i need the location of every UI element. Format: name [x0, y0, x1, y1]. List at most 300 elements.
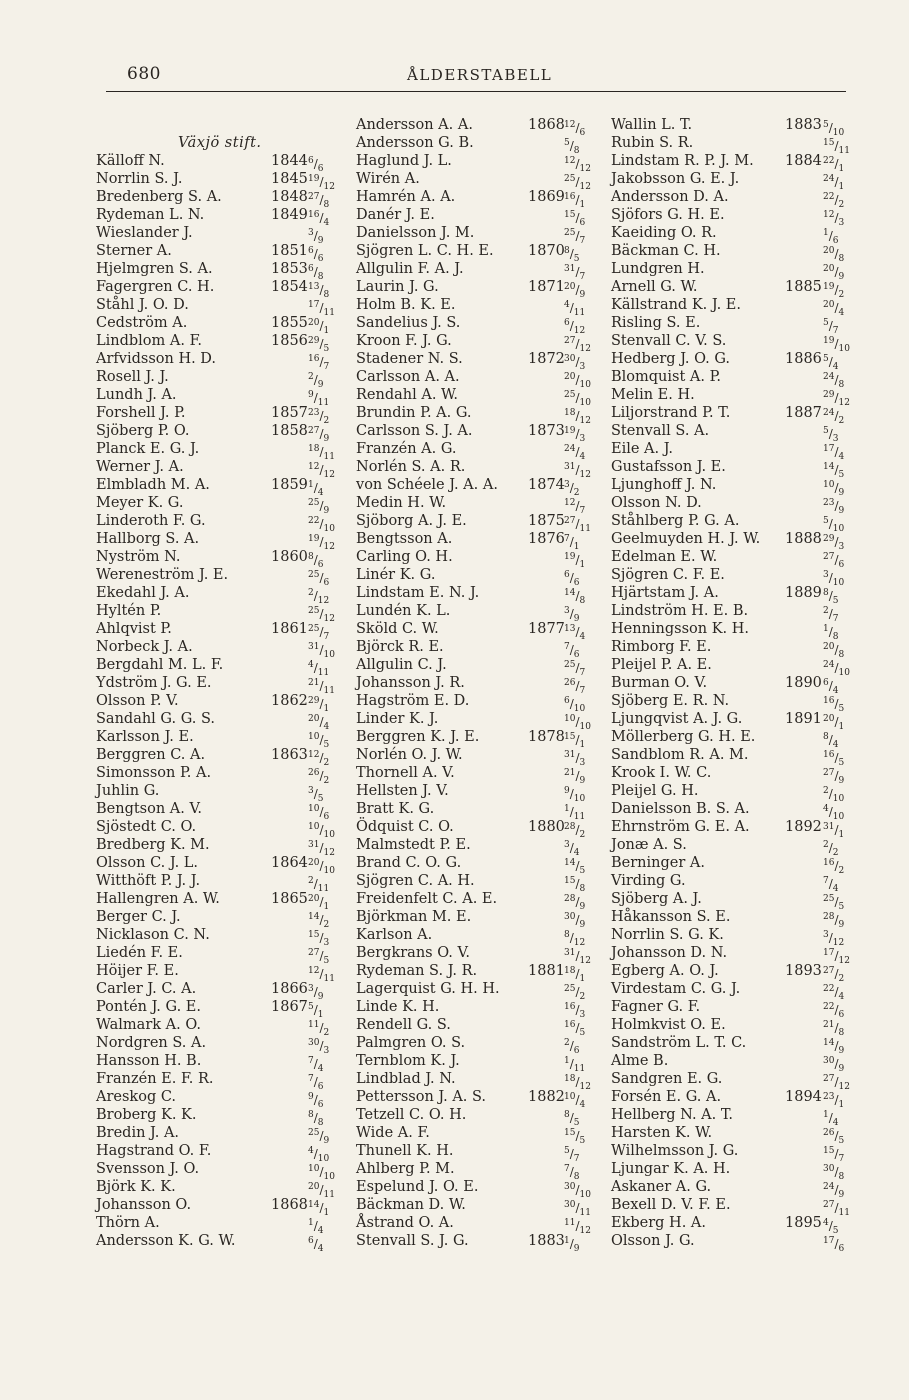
day-number: 9	[564, 786, 570, 796]
person-name: Norlén S. A. R.	[356, 459, 466, 475]
table-row	[356, 350, 608, 372]
month-number: 10	[832, 128, 845, 138]
person-name: Hamrén A. A.	[356, 189, 456, 205]
birth-date-fraction: $^2/_6$	[564, 1038, 580, 1056]
person-name: Danér J. E.	[356, 207, 435, 223]
table-row	[356, 782, 608, 804]
person-name: Bergkrans O. V.	[356, 945, 471, 961]
day-number: 24	[823, 660, 835, 670]
table-row	[96, 1106, 352, 1128]
table-row	[611, 152, 845, 174]
day-number: 2	[308, 588, 314, 598]
day-number: 16	[564, 1020, 576, 1030]
birth-date-fraction: $^3/_{12}$	[823, 930, 845, 948]
birth-date-fraction: $^{11}/_2$	[308, 1020, 330, 1038]
table-row	[611, 1124, 845, 1146]
table-row	[611, 296, 845, 318]
table-row	[96, 206, 352, 228]
person-name: Ehrnström G. E. A.	[611, 819, 750, 835]
table-row	[96, 710, 352, 732]
day-number: 3	[823, 930, 829, 940]
person-name: Sköld C. W.	[356, 621, 439, 637]
person-name: Stenvall C. V. S.	[611, 333, 727, 349]
month-number: 10	[832, 794, 845, 804]
table-row	[96, 674, 352, 696]
day-number: 25	[564, 660, 576, 670]
day-number: 25	[308, 606, 320, 616]
month-number: 6	[573, 1046, 580, 1056]
birth-date-fraction: $^8/_4$	[823, 732, 839, 750]
month-number: 6	[838, 1010, 845, 1020]
person-name: Rosell J. J.	[96, 369, 169, 385]
table-row	[356, 1070, 608, 1092]
day-number: 14	[564, 588, 576, 598]
birth-date-fraction: $^1/_4$	[308, 480, 324, 498]
birth-year: 1866	[271, 981, 308, 997]
person-name: Melin E. H.	[611, 387, 695, 403]
birth-date-fraction: $^{20}/_{10}$	[308, 858, 335, 876]
day-number: 29	[823, 390, 835, 400]
day-number: 27	[564, 336, 576, 346]
person-name: Ödquist C. O.	[356, 819, 454, 835]
person-name: Wieslander J.	[96, 225, 193, 241]
day-number: 31	[564, 750, 576, 760]
person-name: Walmark A. O.	[96, 1017, 201, 1033]
month-number: 2	[323, 776, 330, 786]
table-row	[611, 926, 845, 948]
person-name: Norlén O. J. W.	[356, 747, 463, 763]
column-3	[611, 116, 850, 1254]
birth-date-fraction: $^{16}/_5$	[823, 696, 845, 714]
month-number: 7	[579, 506, 586, 516]
day-number: 19	[823, 282, 835, 292]
month-number: 5	[317, 794, 324, 804]
month-number: 4	[832, 686, 839, 696]
day-number: 2	[308, 876, 314, 886]
month-number: 4	[317, 1064, 324, 1074]
birth-date-fraction: $^5/_4$	[823, 354, 839, 372]
birth-date-fraction: $^{20}/_4$	[308, 714, 330, 732]
month-number: 9	[317, 236, 324, 246]
day-number: 10	[564, 1092, 576, 1102]
birth-date-fraction: $^9/_{10}$	[564, 786, 586, 804]
birth-year: 1868	[271, 1197, 308, 1213]
table-row	[96, 224, 352, 246]
day-number: 4	[308, 660, 314, 670]
month-number: 9	[838, 506, 845, 516]
day-number: 20	[823, 642, 835, 652]
table-row	[356, 1142, 608, 1164]
day-number: 4	[823, 1218, 829, 1228]
month-number: 11	[317, 668, 330, 678]
month-number: 5	[579, 866, 586, 876]
person-name: Ståhl J. O. D.	[96, 297, 189, 313]
table-row	[96, 1088, 352, 1110]
month-number: 12	[832, 938, 845, 948]
birth-date-fraction: $^2/_7$	[823, 606, 839, 624]
birth-date-fraction: $^{10}/_5$	[308, 732, 330, 750]
person-name: Pleijel P. A. E.	[611, 657, 712, 673]
day-number: 24	[823, 1182, 835, 1192]
person-name: Björck R. E.	[356, 639, 444, 655]
day-number: 1	[564, 804, 570, 814]
table-row	[96, 278, 352, 300]
person-name: Wirén A.	[356, 171, 420, 187]
table-row	[356, 512, 608, 534]
person-name: Thörn A.	[96, 1215, 160, 1231]
table-row	[356, 890, 608, 912]
table-row	[356, 728, 608, 750]
day-number: 19	[308, 174, 320, 184]
month-number: 3	[323, 1046, 330, 1056]
table-row	[611, 386, 850, 408]
table-row	[96, 1142, 352, 1164]
person-name: Hjelmgren S. A.	[96, 261, 213, 277]
person-name: Bratt K. G.	[356, 801, 435, 817]
day-number: 1	[823, 228, 829, 238]
table-row	[356, 872, 608, 894]
month-number: 9	[323, 434, 330, 444]
birth-date-fraction: $^{19}/_{12}$	[308, 534, 335, 552]
person-name: Hagstrand O. F.	[96, 1143, 212, 1159]
birth-year: 1854	[271, 279, 308, 295]
month-number: 12	[323, 182, 335, 192]
birth-year: 1876	[528, 531, 565, 547]
person-name: Liljorstrand P. T.	[611, 405, 731, 421]
person-name: Carlsson A. A.	[356, 369, 460, 385]
table-row	[611, 368, 845, 390]
month-number: 9	[579, 776, 586, 786]
person-name: Olsson N. D.	[611, 495, 702, 511]
table-row	[611, 458, 845, 480]
month-number: 2	[838, 200, 845, 210]
birth-date-fraction: $^{17}/_{11}$	[308, 300, 335, 318]
table-row	[356, 1214, 608, 1236]
person-name: Johansson O.	[96, 1197, 192, 1213]
table-row	[356, 566, 608, 588]
table-row	[356, 692, 608, 714]
day-number: 25	[564, 984, 576, 994]
table-row	[96, 1016, 352, 1038]
birth-date-fraction: $^{16}/_3$	[564, 1002, 586, 1020]
table-row	[96, 368, 352, 390]
month-number: 3	[579, 1010, 586, 1020]
table-row	[96, 332, 352, 354]
birth-date-fraction: $^{10}/_{10}$	[308, 822, 335, 840]
birth-date-fraction: $^{10}/_9$	[823, 480, 845, 498]
month-number: 4	[323, 218, 330, 228]
day-number: 30	[564, 912, 576, 922]
table-row	[356, 188, 608, 210]
table-row	[611, 116, 845, 138]
running-head: ÅLDERSTABELL	[407, 66, 553, 84]
column-2	[356, 116, 608, 1254]
birth-date-fraction: $^{16}/_5$	[823, 750, 845, 768]
person-name: Nicklason C. N.	[96, 927, 210, 943]
table-row	[611, 800, 845, 822]
person-name: Olsson P. V.	[96, 693, 179, 709]
table-row	[356, 1124, 608, 1146]
table-row	[96, 1232, 352, 1254]
table-row	[611, 1178, 845, 1200]
person-name: Meyer K. G.	[96, 495, 184, 511]
day-number: 27	[308, 948, 320, 958]
table-row	[611, 188, 845, 210]
person-name: Liedén F. E.	[96, 945, 183, 961]
person-name: Askaner A. G.	[611, 1179, 712, 1195]
month-number: 4	[579, 632, 586, 642]
day-number: 20	[308, 894, 320, 904]
month-number: 11	[323, 452, 335, 462]
table-row	[611, 260, 845, 282]
table-row	[96, 350, 352, 372]
table-row	[611, 782, 845, 804]
birth-date-fraction: $^{14}/_1$	[308, 1200, 330, 1218]
month-number: 9	[323, 506, 330, 516]
day-number: 3	[564, 606, 570, 616]
month-number: 6	[317, 254, 324, 264]
person-name: von Schéele J. A. A.	[356, 477, 498, 493]
birth-date-fraction: $^{31}/_7$	[564, 264, 586, 282]
person-name: Rubin S. R.	[611, 135, 694, 151]
day-number: 6	[308, 264, 314, 274]
day-number: 6	[308, 246, 314, 256]
table-row	[356, 944, 608, 966]
person-name: Burman O. V.	[611, 675, 708, 691]
day-number: 5	[823, 516, 829, 526]
person-name: Allgulin C. J.	[356, 657, 447, 673]
birth-date-fraction: $^{31}/_1$	[823, 822, 845, 840]
person-name: Franzén A. G.	[356, 441, 457, 457]
month-number: 12	[579, 182, 591, 192]
birth-year: 1893	[785, 963, 822, 979]
month-number: 10	[323, 650, 335, 660]
day-number: 5	[564, 138, 570, 148]
day-number: 10	[823, 480, 835, 490]
month-number: 12	[579, 164, 591, 174]
day-number: 18	[564, 1074, 576, 1084]
person-name: Pontén J. G. E.	[96, 999, 201, 1015]
person-name: Brand C. O. G.	[356, 855, 462, 871]
day-number: 12	[308, 966, 320, 976]
table-row	[96, 620, 352, 642]
day-number: 1	[308, 480, 314, 490]
month-number: 5	[323, 344, 330, 354]
table-row	[356, 818, 608, 840]
birth-date-fraction: $^{30}/_{11}$	[564, 1200, 591, 1218]
month-number: 5	[573, 254, 580, 264]
person-name: Berggren C. A.	[96, 747, 206, 763]
birth-date-fraction: $^{12}/_{11}$	[308, 966, 335, 984]
birth-date-fraction: $^{23}/_9$	[823, 498, 845, 516]
table-row	[96, 386, 352, 408]
birth-date-fraction: $^8/_6$	[308, 552, 324, 570]
person-name: Carling O. H.	[356, 549, 453, 565]
day-number: 12	[823, 210, 835, 220]
month-number: 10	[832, 524, 845, 534]
birth-year: 1855	[271, 315, 308, 331]
birth-date-fraction: $^{20}/_1$	[308, 318, 330, 336]
birth-date-fraction: $^{19}/_3$	[564, 426, 586, 444]
table-row	[611, 980, 845, 1002]
month-number: 8	[832, 632, 839, 642]
birth-date-fraction: $^{26}/_5$	[823, 1128, 845, 1146]
birth-date-fraction: $^{10}/_{10}$	[564, 714, 591, 732]
birth-date-fraction: $^{24}/_8$	[823, 372, 845, 390]
person-name: Norrlin S. J.	[96, 171, 183, 187]
birth-date-fraction: $^{25}/_9$	[308, 1128, 330, 1146]
birth-date-fraction: $^{29}/_{12}$	[823, 390, 850, 408]
month-number: 6	[317, 164, 324, 174]
birth-date-fraction: $^{14}/_8$	[564, 588, 586, 606]
month-number: 1	[579, 974, 586, 984]
person-name: Källstrand K. J. E.	[611, 297, 741, 313]
table-row	[611, 1034, 845, 1056]
person-name: Åstrand O. A.	[356, 1215, 454, 1231]
day-number: 30	[823, 1164, 835, 1174]
person-name: Norrlin S. G. K.	[611, 927, 724, 943]
person-name: Hansson H. B.	[96, 1053, 202, 1069]
birth-date-fraction: $^{13}/_8$	[308, 282, 330, 300]
day-number: 28	[564, 822, 576, 832]
month-number: 9	[838, 1046, 845, 1056]
day-number: 27	[308, 426, 320, 436]
birth-date-fraction: $^2/_9$	[308, 372, 324, 390]
table-row	[96, 1052, 352, 1074]
day-number: 10	[308, 822, 320, 832]
table-row	[611, 1016, 845, 1038]
table-row	[356, 1106, 608, 1128]
birth-year: 1868	[528, 117, 565, 133]
day-number: 24	[564, 444, 576, 454]
person-name: Jakobsson G. E. J.	[611, 171, 740, 187]
table-row	[96, 638, 352, 660]
person-name: Allgulin F. A. J.	[356, 261, 464, 277]
month-number: 8	[579, 596, 586, 606]
table-row	[96, 476, 352, 498]
table-row	[611, 836, 845, 858]
table-row	[356, 242, 608, 264]
table-row	[356, 548, 608, 570]
birth-date-fraction: $^{25}/_7$	[564, 228, 586, 246]
day-number: 13	[564, 624, 576, 634]
month-number: 12	[579, 470, 591, 480]
day-number: 1	[564, 1236, 570, 1246]
month-number: 1	[838, 164, 845, 174]
month-number: 4	[323, 722, 330, 732]
month-number: 7	[573, 1154, 580, 1164]
table-row	[611, 746, 845, 768]
month-number: 5	[579, 1028, 586, 1038]
table-row	[356, 602, 608, 624]
table-row	[96, 602, 352, 624]
birth-date-fraction: $^{27}/_6$	[823, 552, 845, 570]
table-row	[96, 836, 352, 858]
table-row	[611, 710, 845, 732]
table-row	[611, 566, 845, 588]
person-name: Thornell A. V.	[356, 765, 455, 781]
person-name: Johansson J. R.	[356, 675, 465, 691]
table-row	[611, 512, 845, 534]
month-number: 8	[573, 146, 580, 156]
table-row	[96, 1160, 352, 1182]
day-number: 17	[823, 1236, 835, 1246]
month-number: 4	[317, 1244, 324, 1254]
day-number: 18	[564, 408, 576, 418]
person-name: Carler J. C. A.	[96, 981, 197, 997]
day-number: 5	[564, 1146, 570, 1156]
birth-date-fraction: $^{15}/_6$	[564, 210, 586, 228]
person-name: Berger C. J.	[96, 909, 181, 925]
person-name: Stadener N. S.	[356, 351, 463, 367]
day-number: 15	[823, 1146, 835, 1156]
table-row	[96, 1124, 352, 1146]
birth-year: 1862	[271, 693, 308, 709]
person-name: Hallengren A. W.	[96, 891, 220, 907]
day-number: 18	[308, 444, 320, 454]
birth-date-fraction: $^7/_4$	[308, 1056, 324, 1074]
person-name: Linder K. J.	[356, 711, 439, 727]
person-name: Holmkvist O. E.	[611, 1017, 726, 1033]
month-number: 6	[573, 650, 580, 660]
table-row	[356, 332, 608, 354]
table-row	[356, 710, 608, 732]
month-number: 6	[323, 578, 330, 588]
month-number: 7	[579, 686, 586, 696]
person-name: Sjöfors G. H. E.	[611, 207, 725, 223]
month-number: 1	[838, 1100, 845, 1110]
day-number: 27	[308, 192, 320, 202]
day-number: 28	[823, 912, 835, 922]
person-name: Wallin L. T.	[611, 117, 693, 133]
birth-year: 1895	[785, 1215, 822, 1231]
day-number: 28	[564, 894, 576, 904]
person-name: Lindstam E. N. J.	[356, 585, 480, 601]
person-name: Bredin J. A.	[96, 1125, 180, 1141]
month-number: 1	[838, 722, 845, 732]
table-row	[96, 1214, 352, 1236]
person-name: Haglund J. L.	[356, 153, 452, 169]
table-row	[96, 746, 352, 768]
person-name: Ydström J. G. E.	[96, 675, 212, 691]
birth-date-fraction: $^{24}/_1$	[823, 174, 845, 192]
month-number: 12	[579, 416, 591, 426]
day-number: 23	[823, 498, 835, 508]
month-number: 11	[317, 884, 330, 894]
table-row	[611, 1142, 845, 1164]
day-number: 12	[564, 498, 576, 508]
table-row	[356, 854, 608, 876]
month-number: 8	[323, 290, 330, 300]
month-number: 6	[579, 218, 586, 228]
birth-date-fraction: $^6/_4$	[823, 678, 839, 696]
month-number: 2	[323, 416, 330, 426]
day-number: 1	[823, 1110, 829, 1120]
person-name: Rendell G. S.	[356, 1017, 451, 1033]
birth-date-fraction: $^{29}/_1$	[308, 696, 330, 714]
person-name: Blomquist A. P.	[611, 369, 722, 385]
table-row	[356, 926, 608, 948]
person-name: Laurin J. G.	[356, 279, 439, 295]
birth-date-fraction: $^{25}/_9$	[308, 498, 330, 516]
person-name: Hjärtstam J. A.	[611, 585, 719, 601]
birth-date-fraction: $^{10}/_4$	[564, 1092, 586, 1110]
day-number: 16	[308, 354, 320, 364]
birth-date-fraction: $^{15}/_{11}$	[823, 138, 850, 156]
birth-year: 1867	[271, 999, 308, 1015]
birth-year: 1884	[785, 153, 822, 169]
table-row	[611, 944, 850, 966]
